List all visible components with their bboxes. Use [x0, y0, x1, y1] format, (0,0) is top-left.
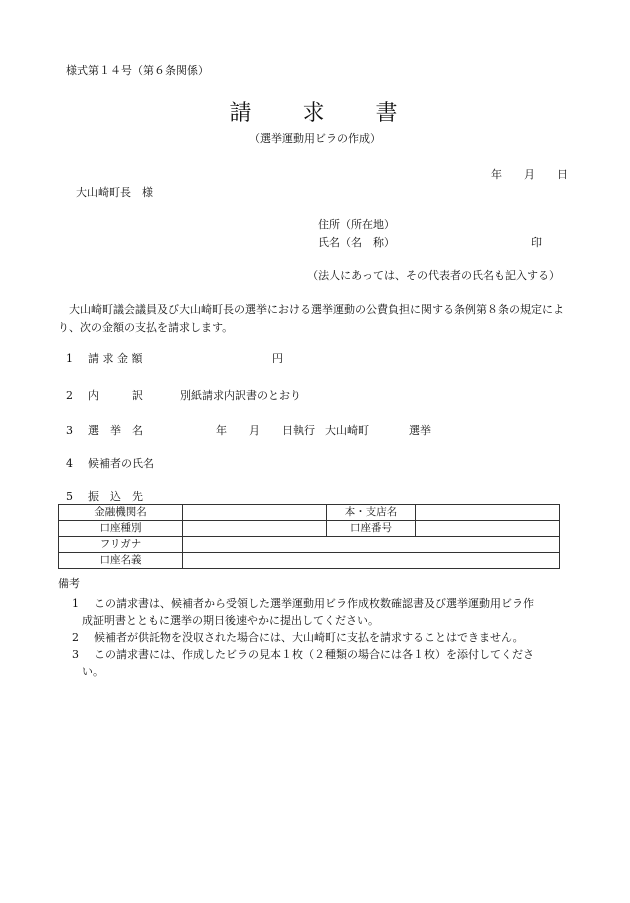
- body-text: 大山崎町議会議員及び大山崎町長の選挙における選挙運動の公費負担に関する条例第８条の規定により、次の金額の支払を請求します。: [58, 303, 564, 334]
- branch-field[interactable]: [416, 505, 560, 521]
- note-number: 1: [72, 597, 79, 610]
- account-holder-field[interactable]: [183, 553, 560, 569]
- title-char: 請: [229, 101, 255, 126]
- item-number: 3: [66, 424, 73, 437]
- note-number: 2: [72, 631, 79, 644]
- note-item: [72, 629, 568, 646]
- title-char: 書: [375, 101, 401, 126]
- table-row: [59, 505, 560, 521]
- item-number: 1: [66, 352, 73, 365]
- table-row: [59, 521, 560, 537]
- table-row: [59, 553, 560, 569]
- note-text: 候補者が供託物を没収された場合には、大山崎町に支払を請求することはできません。: [94, 631, 524, 644]
- address-label: 住所（所在地）: [318, 218, 395, 231]
- item-breakdown: [66, 389, 143, 403]
- item-label: 請 求 金 額: [88, 352, 143, 365]
- corporation-note: （法人にあっては、その代表者の氏名も記入する）: [307, 269, 560, 282]
- furigana-label: フリガナ: [59, 537, 183, 553]
- subtitle: （選挙運動用ビラの作成）: [249, 132, 381, 145]
- date-month: 月: [524, 168, 535, 181]
- election-month: 月: [249, 424, 260, 437]
- election-detail: [216, 424, 431, 438]
- account-type-field[interactable]: [183, 521, 327, 537]
- item-label: 候補者の氏名: [88, 457, 154, 470]
- election-suffix: 選挙: [409, 424, 431, 437]
- election-town: 大山崎町: [325, 424, 369, 437]
- account-holder-label: 口座名義: [59, 553, 183, 569]
- account-number-label: 口座番号: [327, 521, 416, 537]
- name-label: 氏名（名 称）: [318, 236, 395, 249]
- table-row: [59, 537, 560, 553]
- item-candidate-name: [66, 457, 154, 471]
- note-item: [72, 646, 568, 680]
- furigana-field[interactable]: [183, 537, 560, 553]
- bank-table: [58, 504, 560, 569]
- date-year: 年: [491, 168, 502, 181]
- breakdown-value: 別紙請求内訳書のとおり: [180, 389, 301, 402]
- item-transfer-dest: [66, 490, 143, 504]
- yen-unit: 円: [272, 352, 283, 365]
- institution-field[interactable]: [183, 505, 327, 521]
- note-text-cont: い。: [82, 665, 104, 678]
- item-number: 5: [66, 490, 73, 503]
- page-title: [0, 100, 630, 129]
- election-held: 日執行: [282, 424, 315, 437]
- note-item: [72, 595, 568, 629]
- election-year: 年: [216, 424, 227, 437]
- date-day: 日: [557, 168, 568, 181]
- item-label: 内 訳: [88, 389, 143, 402]
- account-type-label: 口座種別: [59, 521, 183, 537]
- addressee: 大山崎町長 様: [76, 186, 153, 199]
- item-number: 2: [66, 389, 73, 402]
- item-number: 4: [66, 457, 73, 470]
- account-number-field[interactable]: [416, 521, 560, 537]
- item-label: 振 込 先: [88, 490, 143, 503]
- item-claim-amount: [66, 352, 143, 366]
- title-char: 求: [302, 101, 328, 126]
- item-election-name: [66, 424, 143, 438]
- note-text: この請求書には、作成したビラの見本１枚（２種類の場合には各１枚）を添付してくださ: [94, 648, 534, 661]
- notes-title: 備考: [58, 577, 80, 590]
- institution-label: 金融機関名: [59, 505, 183, 521]
- date-line: [469, 168, 568, 182]
- seal-mark: 印: [531, 236, 542, 249]
- note-text-cont: 成証明書とともに選挙の期日後速やかに提出してください。: [82, 614, 379, 627]
- branch-label: 本・支店名: [327, 505, 416, 521]
- note-number: 3: [72, 648, 79, 661]
- form-number: 様式第１４号（第６条関係）: [66, 64, 209, 77]
- item-label: 選 挙 名: [88, 424, 143, 437]
- note-text: この請求書は、候補者から受領した選挙運動用ビラ作成枚数確認書及び選挙運動用ビラ作: [94, 597, 534, 610]
